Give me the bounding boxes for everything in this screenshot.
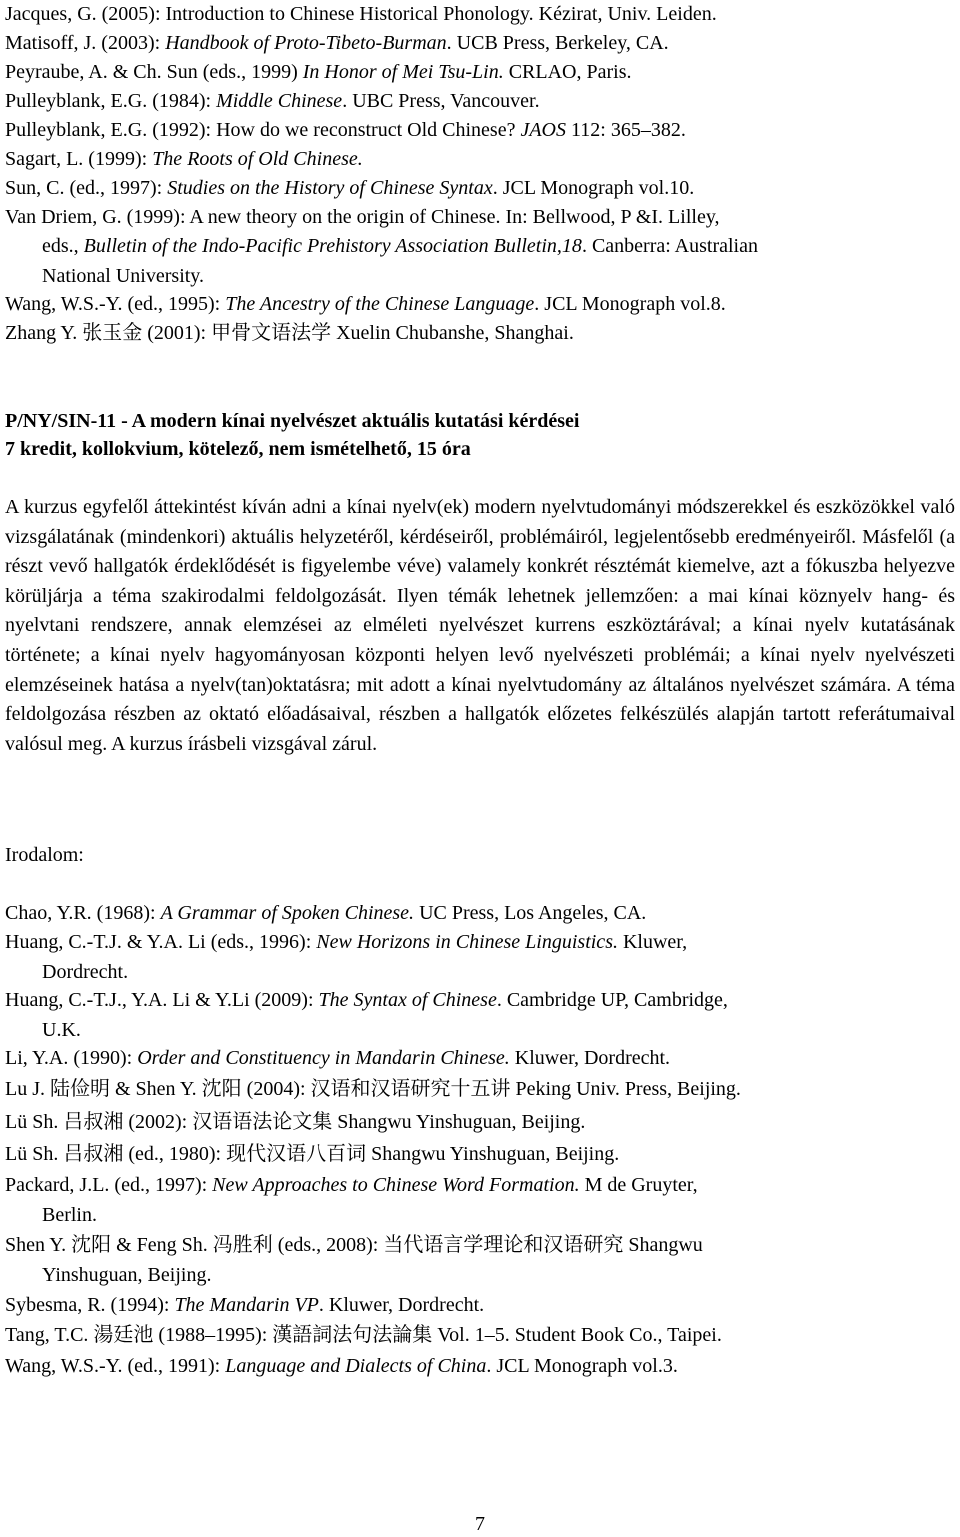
reference-entry: Sagart, L. (1999): The Roots of Old Chinese. bbox=[5, 148, 363, 170]
reference-entry: Chao, Y.R. (1968): A Grammar of Spoken Chinese. UC Press, Los Angeles, CA. bbox=[5, 902, 647, 924]
reference-entry: eds., Bulletin of the Indo-Pacific Prehistory Association Bulletin,18. Canberra: Australian National University. bbox=[42, 235, 758, 287]
course-title: P/NY/SIN-11 - A modern kínai nyelvészet aktuális kutatási kérdései bbox=[5, 410, 580, 432]
reference-entry: Wang, W.S.-Y. (ed., 1995): The Ancestry of the Chinese Language. JCL Monograph vol.8. bbox=[5, 293, 726, 315]
reference-entry: Pulleyblank, E.G. (1992): How do we reconstruct Old Chinese? JAOS 112: 365–382. bbox=[5, 119, 686, 141]
reference-entry: Sybesma, R. (1994): The Mandarin VP. Kluwer, Dordrecht. bbox=[5, 1294, 485, 1316]
reference-entry: Huang, C.-T.J., Y.A. Li & Y.Li (2009): The Syntax of Chinese. Cambridge UP, Cambridge, U.K. bbox=[5, 989, 728, 1041]
literature-label: Irodalom: bbox=[5, 844, 84, 866]
page-number: 7 bbox=[475, 1513, 485, 1535]
reference-entry: Zhang Y. 张玉金 (2001): 甲骨文语法学 Xuelin Chubanshe, Shanghai. bbox=[5, 322, 574, 344]
reference-entry: Lu J. 陆俭明 & Shen Y. 沈阳 (2004): 汉语和汉语研究十五讲 Peking Univ. Press, Beijing. bbox=[5, 1078, 741, 1100]
reference-entry: Packard, J.L. (ed., 1997): New Approaches to Chinese Word Formation. M de Gruyter, Berlin. bbox=[5, 1174, 698, 1226]
reference-entry: Jacques, G. (2005): Introduction to Chinese Historical Phonology. Kézirat, Univ. Leiden. bbox=[5, 3, 717, 25]
course-description: A kurzus egyfelől áttekintést kíván adni a kínai nyelv(ek) modern nyelvtudományi módszerekkel és eszközökkel való vizsgálatának (mindenkori) aktuális helyzetéről, kérdéseiről, problémáiról, legjelentősebb eredményeiről. Másfelől (a részt vevő hallgatók érdeklődését is figyelembe véve) valamely konkrét résztémát kiemelve, azt a fókuszba helyezve körüljárja a téma szakirodalmi feldolgozását. Ilyen témák lehetnek jellemzően: a mai kínai köznyelv hang- és nyelvtani rendszere, annak elemzései az elméleti nyelvészet kurrens eszköztárával; a kínai nyelv kutatásának története; a kínai nyelv hagyományosan központi helyen levő nyelvészeti problémái; a kínai nyelv nyelvészeti elemzéseinek hatása a nyelv(tan)oktatásra; mit adott a kínai nyelvtudomány az általános nyelvészet számára. A téma feldolgozása részben az oktató előadásaival, részben a hallgatók előzetes felkészülés alapján tartott referátumaival valósul meg. A kurzus írásbeli vizsgával zárul. bbox=[5, 496, 955, 755]
reference-entry: Wang, W.S.-Y. (ed., 1991): Language and Dialects of China. JCL Monograph vol.3. bbox=[5, 1355, 678, 1377]
reference-entry: Matisoff, J. (2003): Handbook of Proto-Tibeto-Burman. UCB Press, Berkeley, CA. bbox=[5, 32, 669, 54]
reference-entry: Van Driem, G. (1999): A new theory on the origin of Chinese. In: Bellwood, P &I. Lilley, bbox=[5, 206, 720, 228]
reference-entry: Peyraube, A. & Ch. Sun (eds., 1999) In Honor of Mei Tsu-Lin. CRLAO, Paris. bbox=[5, 61, 632, 83]
reference-entry: Shen Y. 沈阳 & Feng Sh. 冯胜利 (eds., 2008): 当代语言学理论和汉语研究 Shangwu Yinshuguan, Beijing. bbox=[5, 1234, 703, 1286]
reference-entry: Tang, T.C. 湯廷池 (1988–1995): 漢語詞法句法論集 Vol. 1–5. Student Book Co., Taipei. bbox=[5, 1324, 722, 1346]
reference-entry: Lü Sh. 吕叔湘 (2002): 汉语语法论文集 Shangwu Yinshuguan, Beijing. bbox=[5, 1111, 586, 1133]
course-details: 7 kredit, kollokvium, kötelező, nem ismételhető, 15 óra bbox=[5, 438, 471, 460]
reference-entry: Li, Y.A. (1990): Order and Constituency in Mandarin Chinese. Kluwer, Dordrecht. bbox=[5, 1047, 671, 1069]
reference-entry: Pulleyblank, E.G. (1984): Middle Chinese. UBC Press, Vancouver. bbox=[5, 90, 540, 112]
reference-entry: Sun, C. (ed., 1997): Studies on the History of Chinese Syntax. JCL Monograph vol.10. bbox=[5, 177, 695, 199]
reference-entry: Lü Sh. 吕叔湘 (ed., 1980): 现代汉语八百词 Shangwu Yinshuguan, Beijing. bbox=[5, 1143, 620, 1165]
reference-entry: Huang, C.-T.J. & Y.A. Li (eds., 1996): New Horizons in Chinese Linguistics. Kluwer, Dordrecht. bbox=[5, 931, 688, 983]
